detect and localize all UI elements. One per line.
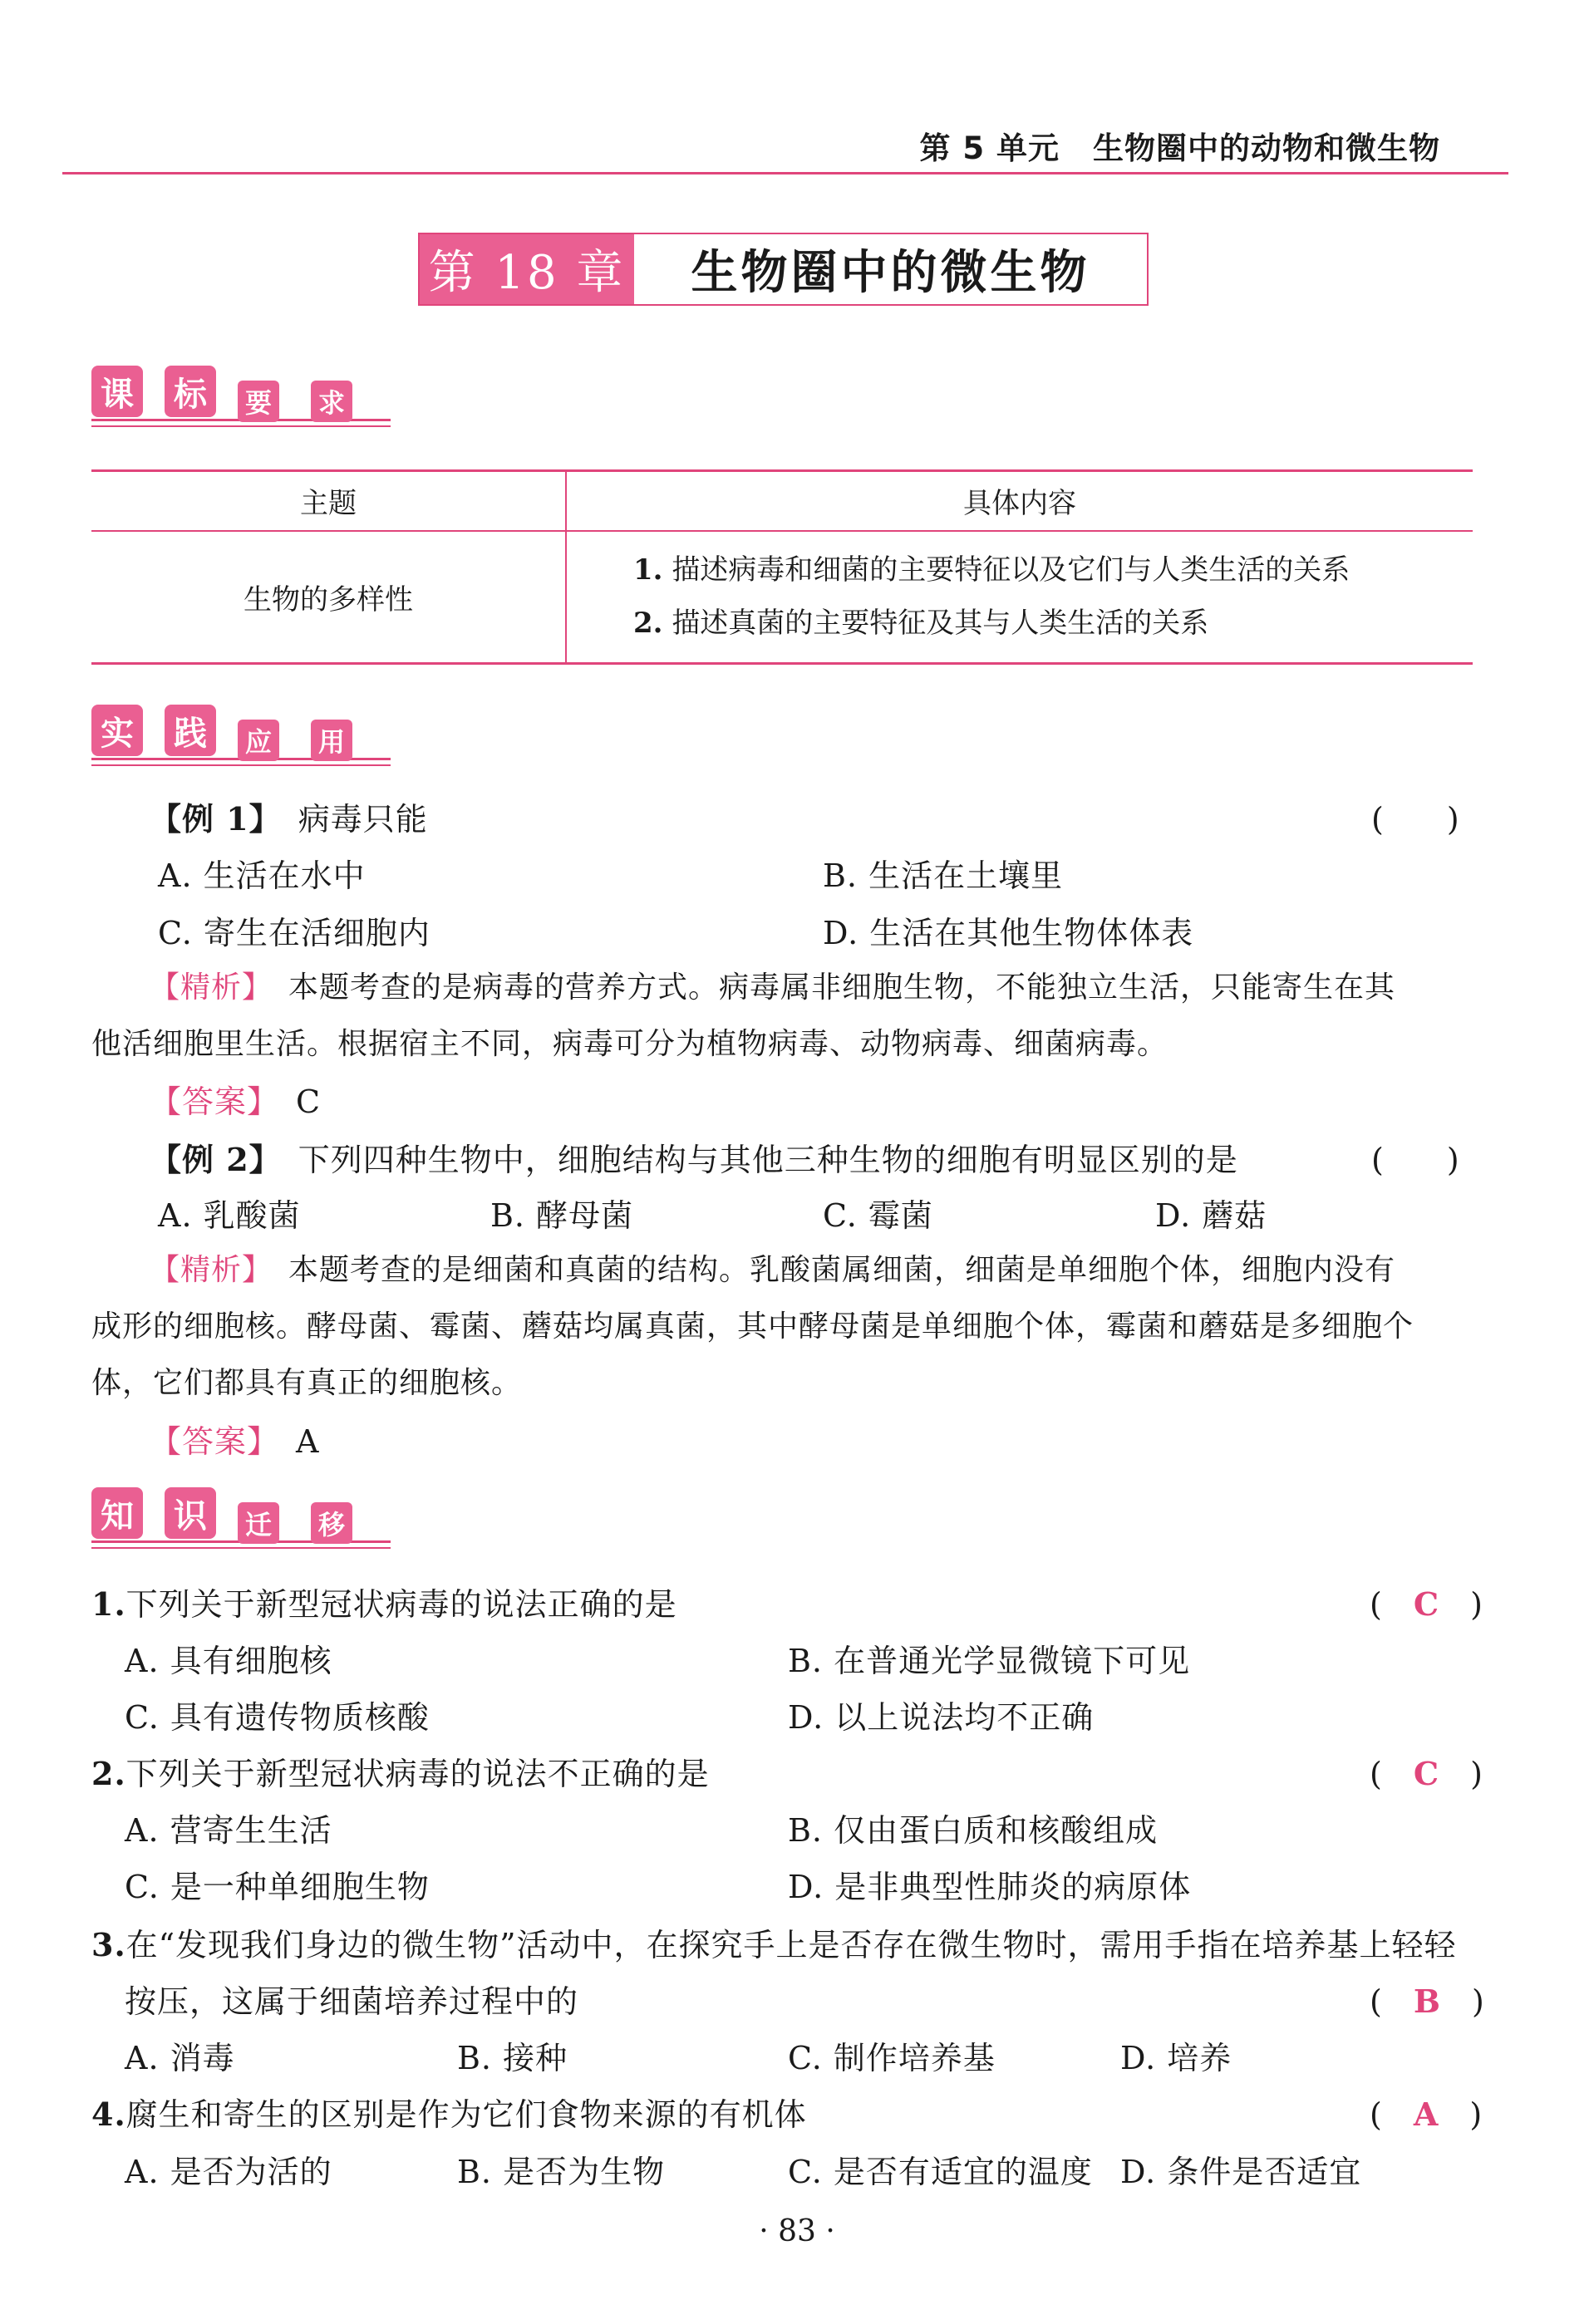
answer-bracket: ( ) [1371,1142,1459,1178]
option-c: C. 是否有适宜的温度 [788,2154,1093,2190]
question-number: 4. [91,2096,126,2133]
question-text-continued: 按压，这属于细菌培养过程中的 [125,1983,579,2020]
option-b: B. 在普通光学显微镜下可见 [788,1643,1191,1679]
example2-answer [150,1416,319,1462]
option-d: D. 条件是否适宜 [1120,2154,1362,2190]
section-char: 要 [238,381,279,422]
header-rule [62,172,1508,174]
answer-bracket: ( C ) [1370,1585,1483,1623]
example1-question [150,794,428,839]
analysis-text: 他活细胞里生活。根据宿主不同，病毒可分为植物病毒、动物病毒、细菌病毒。 [91,1027,1168,1061]
table-header-content: 具体内容 [963,487,1076,521]
answer-value: C [1413,1755,1439,1792]
option-b: B. 酵母菌 [490,1197,634,1234]
analysis-tag: 【精析】 [150,970,258,1005]
section-char: 迁 [238,1502,279,1544]
page-number: · 83 · [759,2214,835,2248]
answer-tag: 【答案】 [150,1083,264,1120]
option-c: C. 制作培养基 [788,2040,996,2076]
option-b: B. 是否为生物 [457,2154,666,2190]
section-char: 知 [91,1487,143,1539]
answer-bracket: ( A ) [1370,2096,1483,2133]
question-2 [91,1748,710,1794]
option-d: D. 培养 [1120,2040,1232,2076]
answer-value: B [1413,1983,1440,2020]
analysis-tag: 【精析】 [150,1253,258,1287]
option-d: D. 生活在其他生物体体表 [823,915,1194,951]
example1-answer [150,1076,321,1122]
option-a: A. 生活在水中 [158,857,366,894]
option-c: C. 霉菌 [823,1197,933,1234]
section-char: 移 [311,1502,352,1544]
answer-bracket: ( ) [1371,801,1459,838]
answer-bracket: ( B ) [1370,1983,1484,2020]
question-1 [91,1579,677,1624]
question-3 [91,1919,1457,1965]
header-unit: 第 5 单元 [919,130,1060,166]
analysis-text: 本题考查的是病毒的营养方式。病毒属非细胞生物，不能独立生活，只能寄生在其 [288,970,1396,1005]
section-char: 课 [91,366,143,417]
section-transfer-heading [91,1487,391,1555]
option-a: A. 消毒 [125,2040,235,2076]
question-number: 3. [91,1926,126,1963]
option-a: A. 具有细胞核 [125,1643,332,1679]
option-c: C. 具有遗传物质核酸 [125,1699,430,1736]
analysis-text: 成形的细胞核。酵母菌、霉菌、蘑菇均属真菌，其中酵母菌是单细胞个体，霉菌和蘑菇是多细胞个 [91,1309,1414,1344]
requirement-item: 1. 描述病毒和细菌的主要特征以及它们与人类生活的关系 [633,553,1350,587]
section-requirements-heading [91,366,391,434]
answer-value: C [1413,1585,1439,1623]
header-title: 生物圈中的动物和微生物 [1093,130,1440,166]
question-text: 下列关于新型冠状病毒的说法不正确的是 [125,1756,710,1792]
option-d: D. 蘑菇 [1155,1197,1267,1234]
section-underline [91,764,391,766]
question-text: 在“发现我们身边的微生物”活动中，在探究手上是否存在微生物时，需用手指在培养基上轻轻 [125,1927,1457,1963]
analysis-text: 本题考查的是细菌和真菌的结构。乳酸菌属细菌，细菌是单细胞个体，细胞内没有 [288,1253,1396,1287]
answer-value: A [1413,2096,1439,2133]
chapter-title: 生物圈中的微生物 [691,246,1090,300]
section-char: 标 [165,366,216,417]
option-b: B. 生活在土壤里 [823,857,1064,894]
page-header [919,123,1440,168]
option-a: A. 是否为活的 [125,2154,332,2190]
option-a: A. 乳酸菌 [158,1197,301,1234]
question-text: 腐生和寄生的区别是作为它们食物来源的有机体 [125,2096,807,2133]
question-number: 1. [91,1585,126,1623]
section-char: 实 [91,705,143,756]
option-c: C. 寄生在活细胞内 [158,915,430,951]
option-a: A. 营寄生生活 [125,1812,332,1849]
option-b: B. 仅由蛋白质和核酸组成 [788,1812,1159,1849]
analysis-text: 体，它们都具有真正的细胞核。 [91,1366,523,1400]
example-question-text: 病毒只能 [298,801,428,838]
section-practice-heading [91,705,391,773]
example-label: 【例 1】 [150,800,266,838]
requirements-table [91,469,1473,665]
option-b: B. 接种 [457,2040,568,2076]
section-char: 践 [165,705,216,756]
answer-value: A [296,1423,320,1460]
chapter-title-box [418,233,1149,306]
answer-tag: 【答案】 [150,1423,264,1460]
section-char: 用 [311,720,352,761]
question-text: 下列关于新型冠状病毒的说法正确的是 [125,1586,677,1623]
table-cell-topic: 生物的多样性 [91,531,566,664]
option-c: C. 是一种单细胞生物 [125,1869,430,1905]
section-underline [91,1547,391,1549]
section-char: 求 [311,381,352,422]
example1-analysis [150,964,1395,1006]
option-d: D. 是非典型性肺炎的病原体 [788,1869,1192,1905]
chapter-number: 第 18 章 [420,234,634,304]
requirement-item: 2. 描述真菌的主要特征及其与人类生活的关系 [633,607,1209,641]
section-char: 识 [165,1487,216,1539]
answer-value: C [296,1083,322,1120]
table-header-topic: 主题 [91,471,566,531]
example2-analysis [150,1246,1395,1289]
section-underline [91,425,391,427]
option-d: D. 以上说法均不正确 [788,1699,1095,1736]
example2-question [150,1134,1238,1180]
section-char: 应 [238,720,279,761]
table-cell-content [566,531,1473,664]
question-4 [91,2089,807,2135]
example-question-text: 下列四种生物中，细胞结构与其他三种生物的细胞有明显区别的是 [298,1142,1238,1178]
answer-bracket: ( C ) [1370,1755,1483,1792]
question-number: 2. [91,1755,126,1792]
example-label: 【例 2】 [150,1141,266,1178]
